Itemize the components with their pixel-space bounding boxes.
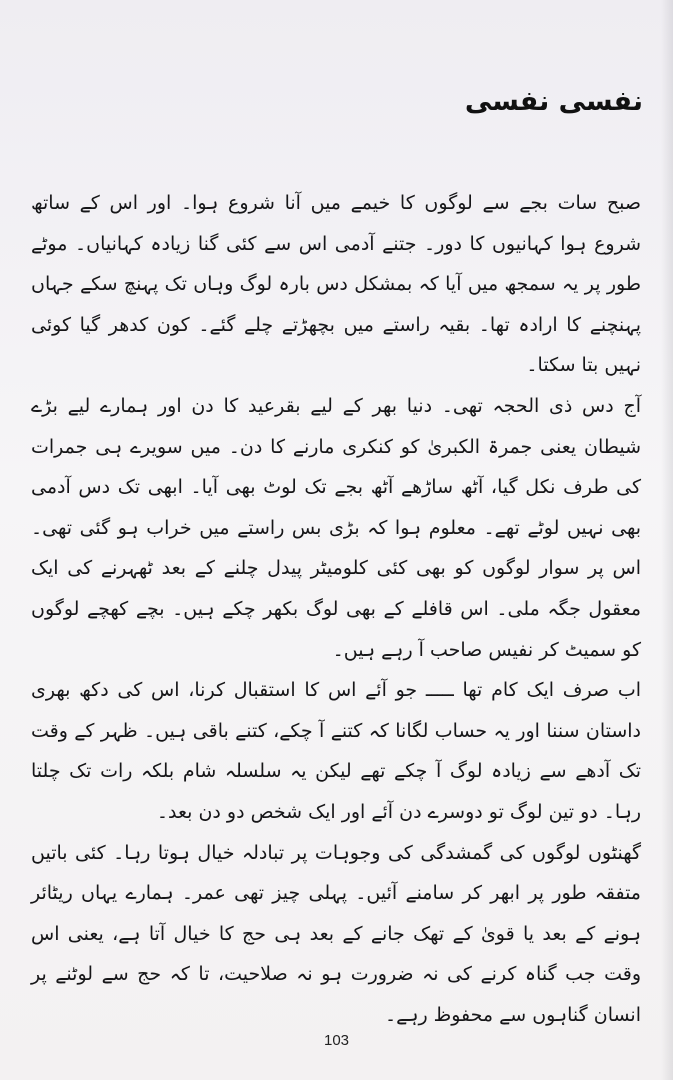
body-text [31, 183, 641, 1035]
paragraph-2: آج دس ذی الحجہ تھی۔ دنیا بھر کے لیے بقرعید کا دن اور ہمارے لیے بڑے شیطان یعنی جمرۃ الکبریٰ کو کنکری مارنے کا دن۔ میں سویرے ہی جمرات کی طرف نکل گیا، آٹھ ساڑھے آٹھ بجے تک لوٹ بھی آیا۔ ابھی تک دس آدمی بھی نہیں لوٹے تھے۔ معلوم ہوا کہ بڑی بس راستے میں خراب ہو گئی تھی۔ اس پر سوار لوگوں کو بھی کئی کلومیٹر پیدل چلنے کے بعد ٹھہرنے کی ایک معقول جگہ ملی۔ اس قافلے کے بھی لوگ بکھر چکے ہیں۔ بچے کھچے لوگوں کو سمیٹ کر نفیس صاحب آ رہے ہیں۔ [31, 394, 641, 661]
page-edge-shadow [661, 0, 673, 1080]
chapter-title: نفسی نفسی [464, 86, 643, 117]
paragraph-3: اب صرف ایک کام تھا ـــــ جو آئے اس کا استقبال کرنا، اس کی دکھ بھری داستان سننا اور یہ حساب لگانا کہ کتنے آ چکے، کتنے باقی ہیں۔ ظہر کے وقت تک آدھے سے زیادہ لوگ آ چکے تھے لیکن یہ سلسلہ شام بلکہ رات تک چلتا رہا۔ دو تین لوگ تو دوسرے دن آئے اور ایک شخص دو دن بعد۔ [31, 679, 641, 823]
page-number: 103 [323, 1032, 350, 1049]
paragraph-1: صبح سات بجے سے لوگوں کا خیمے میں آنا شروع ہوا۔ اور اس کے ساتھ شروع ہوا کہانیوں کا دور۔ جتنے آدمی اس سے کئی گنا زیادہ کہانیاں۔ موٹے طور پر یہ سمجھ میں آیا کہ بمشکل دس بارہ لوگ وہاں تک پہنچ سکے جہاں پہنچنے کا ارادہ تھا۔ بقیہ راستے میں بچھڑتے چلے گئے۔ کون کدھر گیا کوئی نہیں بتا سکتا۔ [31, 192, 641, 377]
paragraph-4: گھنٹوں لوگوں کی گمشدگی کی وجوہات پر تبادلہ خیال ہوتا رہا۔ کئی باتیں متفقہ طور پر ابھر کر سامنے آئیں۔ پہلی چیز تھی عمر۔ ہمارے یہاں ریٹائر ہونے کے بعد یا قویٰ کے تھک جانے کے بعد ہی حج کا خیال آتا ہے، یعنی اس وقت جب گناہ کرنے کی نہ ضرورت ہو نہ صلاحیت، تا کہ حج سے لوٹنے پر انسان گناہوں سے محفوظ رہے۔ [31, 841, 641, 1026]
